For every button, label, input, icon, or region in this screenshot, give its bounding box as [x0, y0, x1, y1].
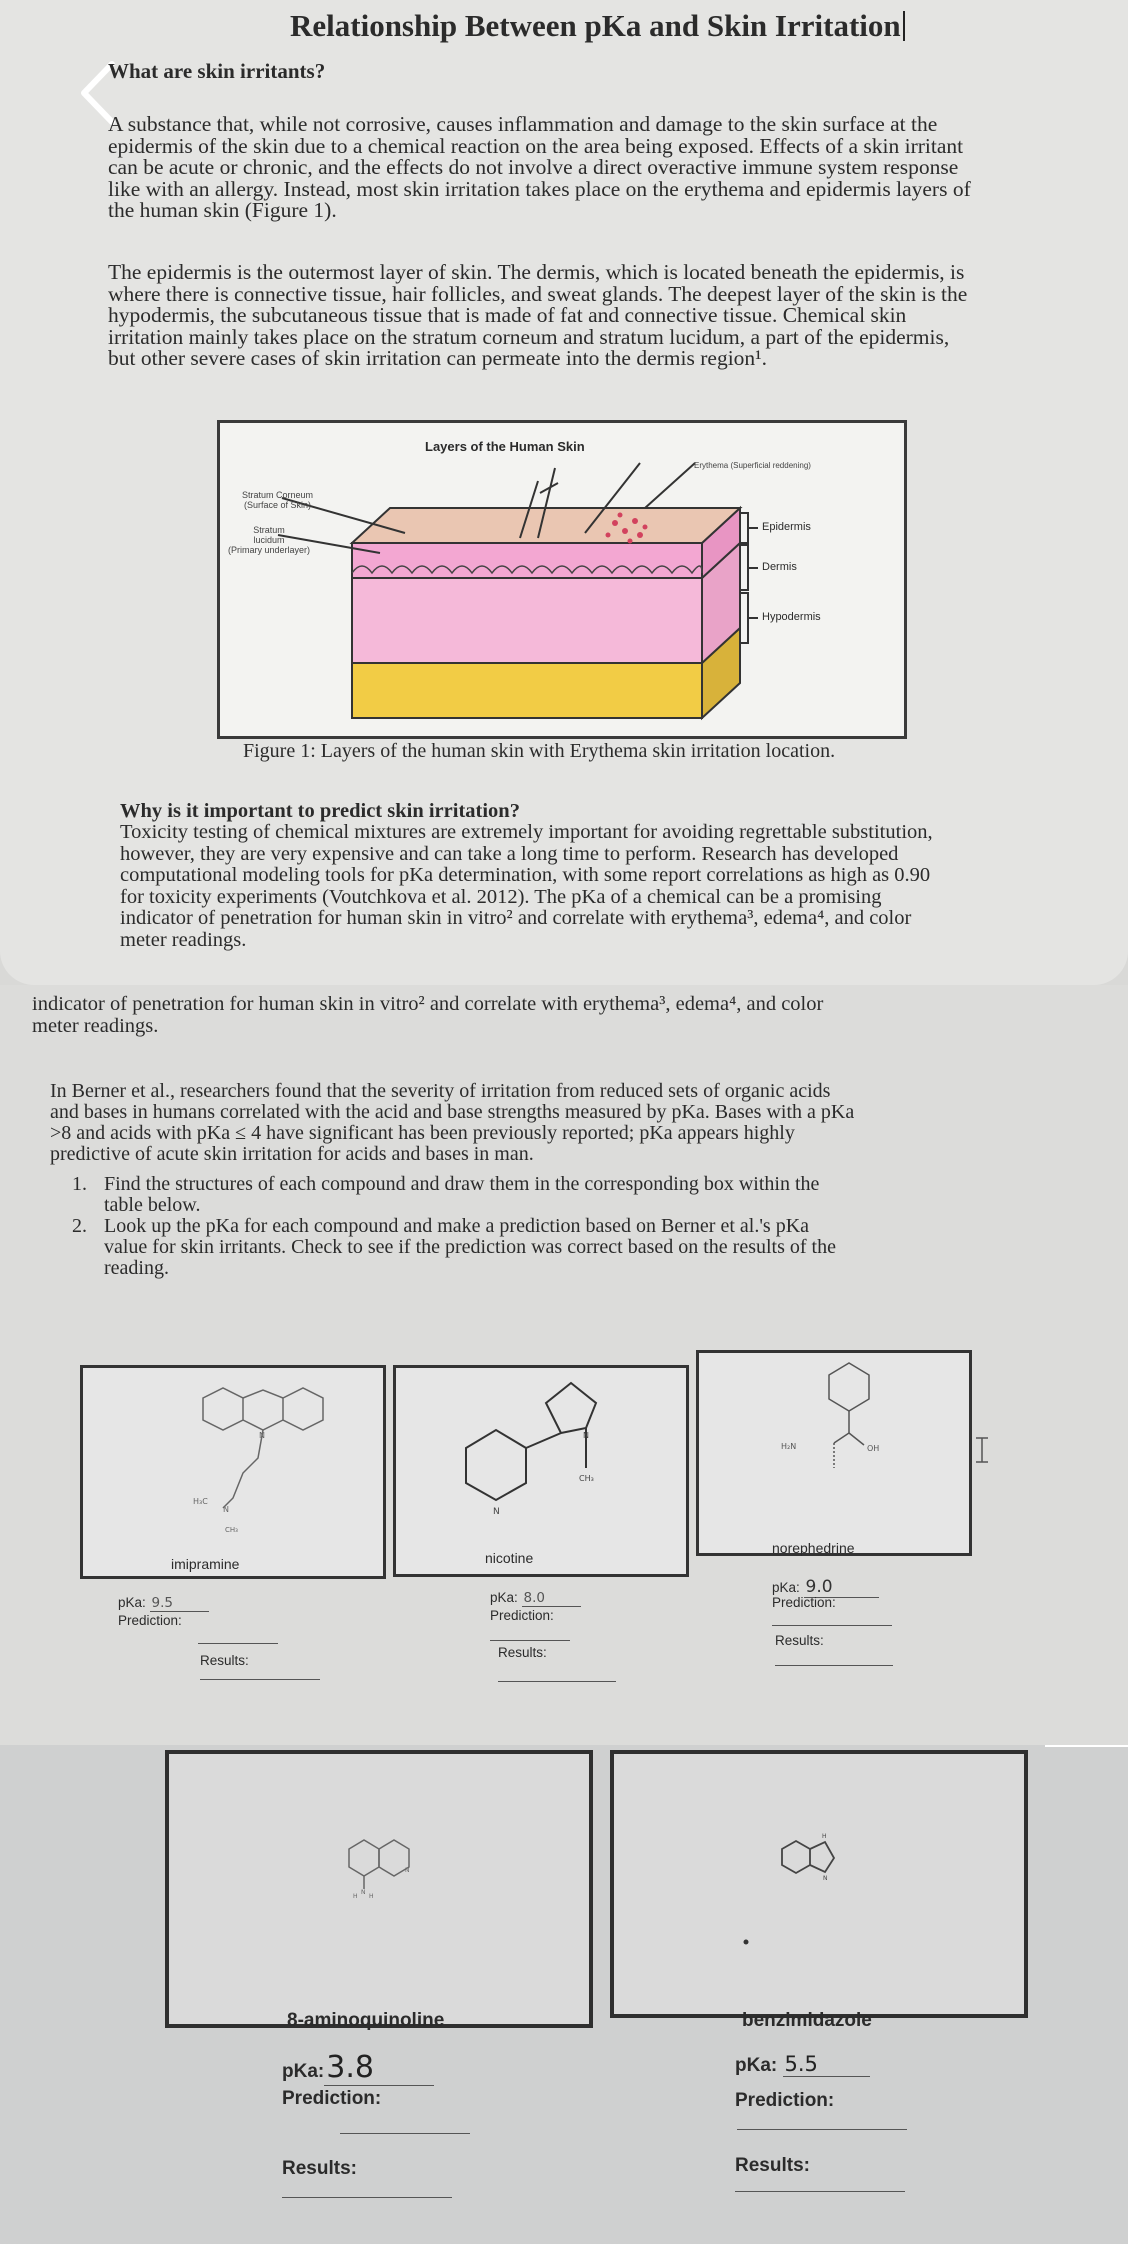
- norephedrine-structure: [699, 1353, 969, 1553]
- atom-n: N: [823, 1875, 828, 1882]
- item-number: 1.: [72, 1173, 87, 1195]
- atom-h3c: H₃C: [193, 1497, 208, 1506]
- instructions-list: [72, 1174, 836, 1279]
- atom-n: N: [493, 1507, 500, 1517]
- instruction-item: [72, 1216, 836, 1279]
- structure-box-norephedrine[interactable]: [696, 1350, 972, 1556]
- pka-field-8-aminoquinoline[interactable]: [282, 2050, 434, 2085]
- compound-name: benzimidazole: [742, 2010, 872, 2031]
- text-line: reading.: [104, 1257, 169, 1279]
- text-line: meter readings.: [32, 1014, 159, 1037]
- atom-h2: H: [369, 1893, 374, 1900]
- atom-h: H: [353, 1893, 358, 1900]
- figure-title: Layers of the Human Skin: [425, 439, 585, 454]
- label-line: (Surface of Skin): [244, 500, 312, 510]
- epidermis-label: Epidermis: [762, 521, 811, 533]
- results-line[interactable]: [735, 2191, 905, 2192]
- i-beam-cursor-icon: [972, 1435, 992, 1465]
- results-label: Results:: [735, 2155, 810, 2176]
- pka-label: pKa:: [490, 1590, 518, 1605]
- atom-oh: OH: [867, 1444, 880, 1453]
- section-heading-why: Why is it important to predict skin irritation?: [120, 800, 520, 822]
- text-line: indicator of penetration for human skin in vitro² and correlate with erythema³, edema⁴, and color: [32, 993, 824, 1015]
- text-line: however, they are very expensive and can take a long time to perform. Research has developed: [120, 842, 899, 865]
- pka-value: 3.8: [324, 2050, 434, 2086]
- atom-n2: N: [405, 1867, 410, 1874]
- text-line: Look up the pKa for each compound and make a prediction based on Berner et al.'s pKa: [104, 1215, 810, 1237]
- text-line: epidermis of the skin due to a chemical reaction on the area being exposed. Effects of a skin irritant: [108, 133, 964, 158]
- atom-ch3: CH₃: [225, 1526, 238, 1534]
- pka-field-norephedrine[interactable]: [772, 1577, 879, 1597]
- intro-paragraph-2: [108, 262, 967, 370]
- prediction-line[interactable]: [772, 1625, 892, 1626]
- pka-label: pKa:: [772, 1580, 800, 1595]
- label-line: Stratum Corneum: [242, 490, 314, 500]
- results-line[interactable]: [282, 2197, 452, 2198]
- nicotine-structure: [396, 1368, 686, 1574]
- erythema-label: Erythema (Superficial reddening): [694, 461, 811, 470]
- compound-name: imipramine: [171, 1556, 240, 1572]
- text-line: the human skin (Figure 1).: [108, 198, 337, 222]
- pka-value: 9.0: [804, 1577, 879, 1598]
- structure-box-8-aminoquinoline[interactable]: [165, 1750, 593, 2031]
- stratum-lucidum-label: [228, 525, 310, 555]
- 8-aminoquinoline-structure: [169, 1754, 589, 2024]
- atom-h2n: H₂N: [781, 1442, 797, 1451]
- text-line: The epidermis is the outermost layer of skin. The dermis, which is located beneath the epidermis, is: [108, 260, 965, 284]
- text-line: where there is connective tissue, hair follicles, and sweat glands. The deepest layer of the skin is the: [108, 281, 968, 306]
- prediction-label: Prediction:: [282, 2088, 382, 2109]
- pka-label: pKa:: [118, 1595, 146, 1610]
- prediction-line[interactable]: [490, 1640, 570, 1641]
- second-screenshot-panel: [0, 985, 1128, 1745]
- page-title: Relationship Between pKa and Skin Irritation: [290, 8, 905, 44]
- compound-name: nicotine: [485, 1550, 534, 1566]
- text-line: like with an allergy. Instead, most skin irritation takes place on the erythema and epidermis layers of: [108, 176, 971, 201]
- pka-value: 9.5: [150, 1595, 209, 1612]
- third-screenshot-panel: [0, 1745, 1128, 2244]
- label-line: (Primary underlayer): [228, 545, 311, 555]
- stratum-corneum-label: [242, 490, 313, 510]
- atom-n: N: [259, 1431, 265, 1440]
- results-label: Results:: [498, 1645, 547, 1660]
- prediction-line[interactable]: [198, 1643, 278, 1644]
- imipramine-structure: [83, 1368, 383, 1576]
- section-heading-irritants: What are skin irritants?: [108, 59, 326, 83]
- pka-value: 8.0: [522, 1590, 581, 1607]
- compound-name: norephedrine: [772, 1540, 855, 1556]
- pka-label: pKa:: [282, 2061, 325, 2082]
- text-line: indicator of penetration for human skin in vitro² and correlate with erythema³, edema⁴, and color: [120, 907, 912, 929]
- structure-box-benzimidazole[interactable]: [610, 1750, 1028, 2031]
- structure-box-imipramine[interactable]: [80, 1365, 386, 1579]
- pka-label: pKa:: [735, 2055, 778, 2076]
- compound-name: 8-aminoquinoline: [287, 2010, 445, 2031]
- text-line: value for skin irritants. Check to see if the prediction was correct based on the results of the: [104, 1236, 836, 1258]
- pka-value: 5.5: [783, 2052, 870, 2077]
- text-line: predictive of acute skin irritation for acids and bases in man.: [50, 1143, 534, 1165]
- text-line: hypodermis, the subcutaneous tissue that is made of fat and connective tissue. Chemical skin: [108, 303, 907, 327]
- prediction-label: Prediction:: [735, 2090, 835, 2111]
- text-line: for toxicity experiments (Voutchkova et al. 2012). The pKa of a chemical can be a promising: [120, 885, 882, 908]
- text-line: computational modeling tools for pKa determination, with some report correlations as high as 0.90: [120, 864, 931, 886]
- text-line: Toxicity testing of chemical mixtures are extremely important for avoiding regrettable substitution,: [120, 821, 933, 843]
- pka-field-imipramine[interactable]: [118, 1595, 209, 1611]
- intro-paragraph-1: [108, 114, 971, 222]
- text-line: >8 and acids with pKa ≤ 4 have significant has been previously reported; pKa appears highly: [50, 1122, 795, 1144]
- text-cursor: [903, 11, 905, 41]
- text-line: and bases in humans correlated with the acid and base strengths measured by pKa. Bases with a pKa: [50, 1101, 855, 1123]
- atom-n2: N: [583, 1431, 589, 1440]
- benzimidazole-structure: [614, 1754, 1024, 2014]
- prediction-line[interactable]: [737, 2129, 907, 2130]
- berner-paragraph: [50, 1081, 854, 1165]
- hypodermis-label: Hypodermis: [762, 611, 821, 623]
- text-line: but other severe cases of skin irritation can permeate into the dermis region¹.: [108, 346, 767, 370]
- figure-caption: Figure 1: Layers of the human skin with Erythema skin irritation location.: [243, 740, 836, 762]
- results-line[interactable]: [775, 1665, 893, 1666]
- prediction-label: Prediction:: [490, 1608, 554, 1623]
- prediction-label: Prediction:: [118, 1613, 182, 1628]
- atom-ch3: CH₃: [579, 1474, 594, 1483]
- structure-box-nicotine[interactable]: [393, 1365, 689, 1577]
- results-label: Results:: [775, 1633, 824, 1648]
- prediction-line[interactable]: [340, 2133, 470, 2134]
- label-line: lucidum: [253, 535, 285, 545]
- item-number: 2.: [72, 1215, 87, 1237]
- top-screenshot-panel: [0, 0, 1128, 985]
- why-paragraph: [120, 822, 933, 951]
- text-line: meter readings.: [120, 928, 247, 951]
- repeat-paragraph: [32, 994, 823, 1037]
- divider: [1045, 1745, 1128, 1747]
- label-line: Stratum: [253, 525, 285, 535]
- atom-n: N: [361, 1889, 366, 1896]
- text-line: In Berner et al., researchers found that the severity of irritation from reduced sets of organic acids: [50, 1080, 831, 1102]
- results-label: Results:: [200, 1653, 249, 1668]
- text-line: irritation mainly takes place on the stratum corneum and stratum lucidum, a part of the epidermis,: [108, 324, 950, 349]
- results-label: Results:: [282, 2158, 357, 2179]
- results-line[interactable]: [200, 1679, 320, 1680]
- text-line: A substance that, while not corrosive, causes inflammation and damage to the skin surface at the: [108, 112, 938, 136]
- pka-field-nicotine[interactable]: [490, 1590, 581, 1606]
- atom-n2: N: [223, 1505, 229, 1514]
- pka-field-benzimidazole[interactable]: [735, 2052, 870, 2077]
- results-line[interactable]: [498, 1681, 616, 1682]
- text-line: Find the structures of each compound and draw them in the corresponding box within the: [104, 1173, 820, 1195]
- atom-h: H: [822, 1833, 827, 1840]
- text-line: can be acute or chronic, and the effects do not involve a direct overactive immune system response: [108, 155, 959, 179]
- prediction-label: Prediction:: [772, 1595, 836, 1610]
- instruction-item: [72, 1174, 836, 1216]
- dermis-label: Dermis: [762, 561, 797, 573]
- text-line: table below.: [104, 1194, 201, 1216]
- figure-skin-layers: [217, 420, 907, 739]
